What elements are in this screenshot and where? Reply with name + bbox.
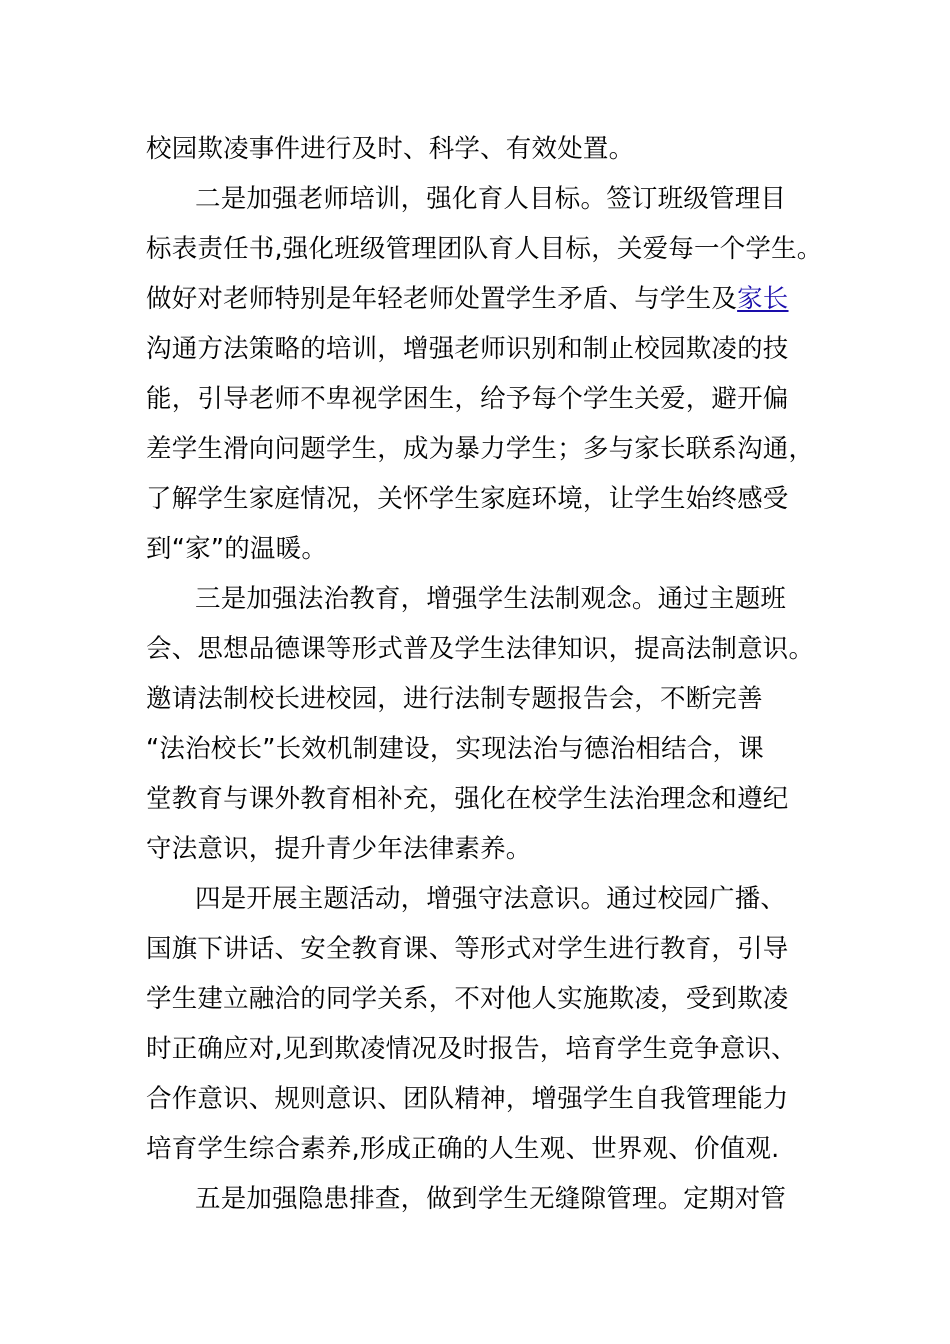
paragraph-line: 学生建立融洽的同学关系，不对他人实施欺凌，受到欺凌 [146, 984, 789, 1014]
paragraph-line: “法治校长”长效机制建设，实现法治与德治相结合，课 [146, 734, 764, 764]
paragraph-line: 会、思想品德课等形式普及学生法律知识，提高法制意识。 [146, 634, 815, 664]
paragraph-line: 时正确应对,见到欺凌情况及时报告，培育学生竞争意识、 [146, 1034, 797, 1064]
paragraph-line: 校园欺凌事件进行及时、科学、有效处置。 [146, 134, 635, 164]
paragraph-line: 差学生滑向问题学生，成为暴力学生；多与家长联系沟通， [146, 434, 815, 464]
paragraph-line: 邀请法制校长进校园，进行法制专题报告会，不断完善 [146, 684, 763, 714]
paragraph-line: 能，引导老师不卑视学困生，给予每个学生关爱，避开偏 [146, 384, 789, 414]
paragraph-line: 堂教育与课外教育相补充，强化在校学生法治理念和遵纪 [146, 784, 789, 814]
paragraph-line: 三是加强法治教育，增强学生法制观念。通过主题班 [195, 584, 787, 614]
paragraph-line: 四是开展主题活动，增强守法意识。通过校园广播、 [195, 884, 787, 914]
paragraph-line: 标表责任书,强化班级管理团队育人目标，关爱每一个学生。 [146, 234, 823, 264]
paragraph-line: 到“家”的温暖。 [146, 534, 328, 564]
paragraph-line: 沟通方法策略的培训，增强老师识别和制止校园欺凌的技 [146, 334, 789, 364]
parent-link[interactable]: 家长 [737, 284, 789, 314]
paragraph-line: 国旗下讲话、安全教育课、等形式对学生进行教育，引导 [146, 934, 789, 964]
paragraph-line: 合作意识、规则意识、团队精神，增强学生自我管理能力 [146, 1084, 789, 1114]
paragraph-line: 守法意识，提升青少年法律素养。 [146, 834, 532, 864]
paragraph-line: 二是加强老师培训，强化育人目标。签订班级管理目 [195, 184, 787, 214]
paragraph-line: 了解学生家庭情况，关怀学生家庭环境，让学生始终感受 [146, 484, 789, 514]
paragraph-line: 五是加强隐患排查，做到学生无缝隙管理。定期对管 [195, 1184, 787, 1214]
paragraph-line [146, 282, 789, 316]
paragraph-text: 做好对老师特别是年轻老师处置学生矛盾、与学生及 [146, 284, 738, 314]
paragraph-line: 培育学生综合素养,形成正确的人生观、世界观、价值观. [146, 1134, 780, 1164]
